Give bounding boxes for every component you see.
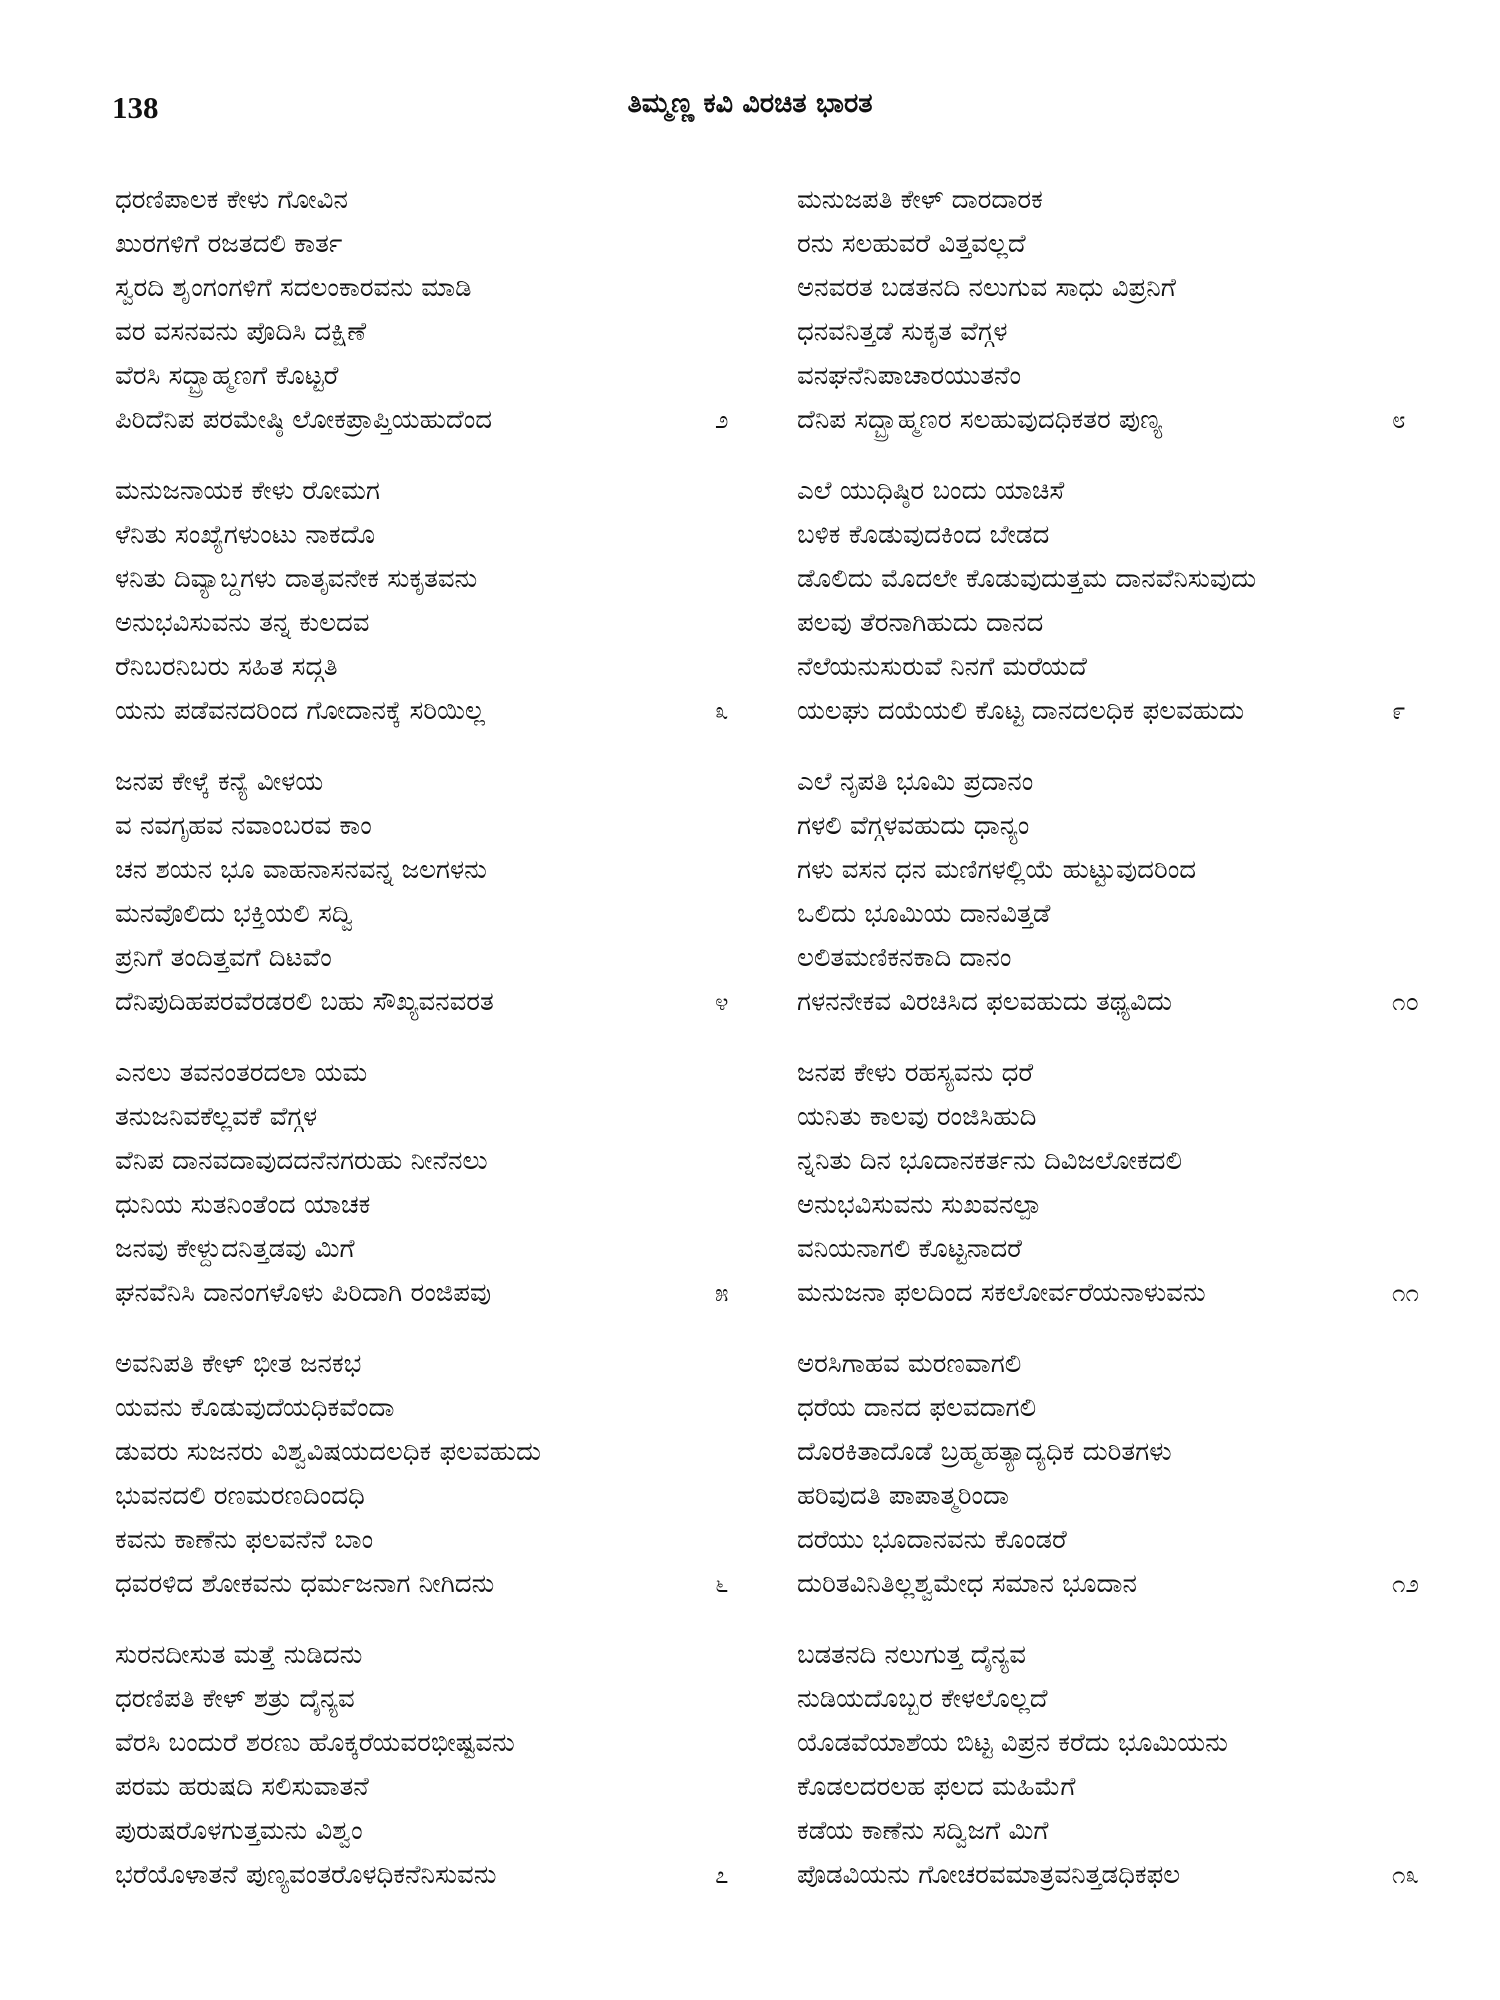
verse-line: ಒಲಿದು ಭೂಮಿಯ ದಾನವಿತ್ತಡೆ bbox=[797, 899, 1051, 929]
verse-line: ಗಳು ವಸನ ಧನ ಮಣಿಗಳಲ್ಲಿಯೆ ಹುಟ್ಟುವುದರಿಂದ bbox=[797, 855, 1197, 885]
verse-line: ಯನು ಪಡೆವನದರಿಂದ ಗೋದಾನಕ್ಕೆ ಸರಿಯಿಲ್ಲ bbox=[115, 696, 485, 726]
verse-line: ಸ್ವರದಿ ಶೃಂಗಂಗಳಿಗೆ ಸದಲಂಕಾರವನು ಮಾಡಿ bbox=[115, 273, 472, 303]
verse-number: ೫ bbox=[715, 1279, 729, 1307]
stanza bbox=[797, 760, 1427, 1024]
verse-line: ಜನವು ಕೇಳ್ದುದನಿತ್ತಡವು ಮಿಗೆ bbox=[115, 1234, 355, 1264]
verse-line: ನ್ನನಿತು ದಿನ ಭೂದಾನಕರ್ತನು ದಿವಿಜಲೋಕದಲಿ bbox=[797, 1146, 1183, 1176]
verse-line: ದೊರಕಿತಾದೊಡೆ ಬ್ರಹ್ಮಹತ್ಯಾದ್ಯಧಿಕ ದುರಿತಗಳು bbox=[797, 1437, 1172, 1467]
verse-number: ೧೨ bbox=[1392, 1570, 1419, 1598]
verse-line: ಳೆನಿತು ಸಂಖ್ಯೆಗಳುಂಟು ನಾಕದೊ bbox=[115, 520, 376, 550]
verse-line: ಪಿರಿದೆನಿಪ ಪರಮೇಷ್ಠಿ ಲೋಕಪ್ರಾಪ್ತಿಯಹುದೆಂದ bbox=[115, 405, 493, 435]
verse-number: ೭ bbox=[715, 1861, 729, 1889]
stanza bbox=[115, 469, 755, 733]
stanza bbox=[115, 1051, 755, 1315]
verse-line: ಪೊಡವಿಯನು ಗೋಚರವಮಾತ್ರವನಿತ್ತಡಧಿಕಫಲ bbox=[797, 1860, 1181, 1890]
verse-line: ರೆನಿಬರನಿಬರು ಸಹಿತ ಸದ್ಗತಿ bbox=[115, 652, 338, 682]
verse-line: ನೆಲೆಯನುಸುರುವೆ ನಿನಗೆ ಮರೆಯದೆ bbox=[797, 652, 1087, 682]
verse-line: ಗಳಲಿ ವೆಗ್ಗಳವಹುದು ಧಾನ್ಯಂ bbox=[797, 811, 1030, 841]
verse-line: ಗಳನನೇಕವ ವಿರಚಿಸಿದ ಫಲವಹುದು ತಥ್ಯವಿದು bbox=[797, 987, 1172, 1017]
left-column bbox=[115, 178, 755, 1924]
verse-line: ತನುಜನಿವಕೆಲ್ಲವಕೆ ವೆಗ್ಗಳ bbox=[115, 1102, 318, 1132]
verse-line: ವನಿಯನಾಗಲಿ ಕೊಟ್ಟನಾದರೆ bbox=[797, 1234, 1022, 1264]
verse-line: ಡುವರು ಸುಜನರು ವಿಶ್ವವಿಷಯದಲಧಿಕ ಫಲವಹುದು bbox=[115, 1437, 542, 1467]
verse-line: ಳನಿತು ದಿವ್ಯಾಬ್ದಗಳು ದಾತೃವನೇಕ ಸುಕೃತವನು bbox=[115, 564, 478, 594]
verse-line: ಚನ ಶಯನ ಭೂ ವಾಹನಾಸನವನ್ನ ಜಲಗಳನು bbox=[115, 855, 487, 885]
verse-line: ವ ನವಗೃಹವ ನವಾಂಬರವ ಕಾಂ bbox=[115, 811, 372, 841]
running-title: ತಿಮ್ಮಣ್ಣ ಕವಿ ವಿರಚಿತ ಭಾರತ bbox=[627, 88, 873, 119]
verse-line: ಸುರನದೀಸುತ ಮತ್ತೆ ನುಡಿದನು bbox=[115, 1640, 363, 1670]
verse-line: ಮನುಜಪತಿ ಕೇಳ್ ದಾರದಾರಕ bbox=[797, 185, 1043, 215]
verse-line: ಕಡೆಯ ಕಾಣೆನು ಸದ್ವಿಜಗೆ ಮಿಗೆ bbox=[797, 1816, 1049, 1846]
verse-line: ಘನವೆನಿಸಿ ದಾನಂಗಳೊಳು ಪಿರಿದಾಗಿ ರಂಜಿಪವು bbox=[115, 1278, 492, 1308]
stanza bbox=[797, 469, 1427, 733]
verse-line: ವರ ವಸನವನು ಪೊದಿಸಿ ದಕ್ಷಿಣೆ bbox=[115, 317, 367, 347]
verse-line: ಜನಪ ಕೇಳು ರಹಸ್ಯವನು ಧರೆ bbox=[797, 1058, 1034, 1088]
verse-line: ಕೊಡಲದರಲಹ ಫಲದ ಮಹಿಮೆಗೆ bbox=[797, 1772, 1076, 1802]
verse-line: ಬಡತನದಿ ನಲುಗುತ್ತ ದೈನ್ಯವ bbox=[797, 1640, 1026, 1670]
stanza bbox=[797, 178, 1427, 442]
verse-number: ೬ bbox=[715, 1570, 729, 1598]
verse-line: ಪರಮ ಹರುಷದಿ ಸಲಿಸುವಾತನೆ bbox=[115, 1772, 369, 1802]
stanza bbox=[797, 1342, 1427, 1606]
verse-line: ಲಲಿತಮಣಿಕನಕಾದಿ ದಾನಂ bbox=[797, 943, 1012, 973]
verse-line: ಧವರಳಿದ ಶೋಕವನು ಧರ್ಮಜನಾಗ ನೀಗಿದನು bbox=[115, 1569, 495, 1599]
verse-line: ಅನುಭವಿಸುವನು ತನ್ನ ಕುಲದವ bbox=[115, 608, 370, 638]
verse-number: ೧೩ bbox=[1392, 1861, 1419, 1889]
verse-line: ಪಲವು ತೆರನಾಗಿಹುದು ದಾನದ bbox=[797, 608, 1044, 638]
verse-line: ಧರಣಿಪತಿ ಕೇಳ್ ಶತ್ರು ದೈನ್ಯವ bbox=[115, 1684, 355, 1714]
right-column bbox=[797, 178, 1427, 1924]
verse-line: ಅರಸಿಗಾಹವ ಮರಣವಾಗಲಿ bbox=[797, 1349, 1022, 1379]
verse-line: ದುರಿತವಿನಿತಿಲ್ಲಶ್ವಮೇಧ ಸಮಾನ ಭೂದಾನ bbox=[797, 1569, 1137, 1599]
stanza bbox=[797, 1051, 1427, 1315]
verse-line: ವೆನಿಪ ದಾನವದಾವುದದನೆನಗರುಹು ನೀನೆನಲು bbox=[115, 1146, 488, 1176]
verse-number: ೪ bbox=[715, 988, 729, 1016]
verse-line: ಡೊಲಿದು ಮೊದಲೇ ಕೊಡುವುದುತ್ತಮ ದಾನವೆನಿಸುವುದು bbox=[797, 564, 1257, 594]
verse-line: ಅವನಿಪತಿ ಕೇಳ್ ಭೀತ ಜನಕಭ bbox=[115, 1349, 362, 1379]
verse-line: ಧರೆಯ ದಾನದ ಫಲವದಾಗಲಿ bbox=[797, 1393, 1037, 1423]
verse-line: ಬಳಿಕ ಕೊಡುವುದಕಿಂದ ಬೇಡದ bbox=[797, 520, 1050, 550]
verse-line: ದೆನಿಪ ಸದ್ಬ್ರಾಹ್ಮಣರ ಸಲಹುವುದಧಿಕತರ ಪುಣ್ಯ bbox=[797, 405, 1163, 435]
page-number: 138 bbox=[112, 90, 159, 125]
verse-line: ಧರಣಿಪಾಲಕ ಕೇಳು ಗೋವಿನ bbox=[115, 185, 348, 215]
stanza bbox=[115, 178, 755, 442]
verse-line: ಯವನು ಕೊಡುವುದೆಯಧಿಕವೆಂದಾ bbox=[115, 1393, 395, 1423]
verse-line: ಯಲಘು ದಯೆಯಲಿ ಕೊಟ್ಟ ದಾನದಲಧಿಕ ಫಲವಹುದು bbox=[797, 696, 1245, 726]
stanza bbox=[115, 760, 755, 1024]
verse-line: ನುಡಿಯದೊಬ್ಬರ ಕೇಳಲೊಲ್ಲದೆ bbox=[797, 1684, 1048, 1714]
verse-line: ಎನಲು ತವನಂತರದಲಾ ಯಮ bbox=[115, 1058, 368, 1088]
stanza bbox=[115, 1633, 755, 1897]
verse-line: ಎಲೆ ನೃಪತಿ ಭೂಮಿ ಪ್ರದಾನಂ bbox=[797, 767, 1034, 797]
verse-line: ಯನಿತು ಕಾಲವು ರಂಜಿಸಿಹುದಿ bbox=[797, 1102, 1037, 1132]
page-header bbox=[112, 88, 1388, 138]
stanza bbox=[115, 1342, 755, 1606]
verse-line: ವೆರಸಿ ಬಂದುರೆ ಶರಣು ಹೊಕ್ಕರೆಯವರಭೀಷ್ಟವನು bbox=[115, 1728, 515, 1758]
verse-line: ಅನವರತ ಬಡತನದಿ ನಲುಗುವ ಸಾಧು ವಿಪ್ರನಿಗೆ bbox=[797, 273, 1176, 303]
verse-line: ಜನಪ ಕೇಳ್ಕೆ ಕನ್ಯೆ ವೀಳಯ bbox=[115, 767, 324, 797]
verse-line: ಪ್ರನಿಗೆ ತಂದಿತ್ತವಗೆ ದಿಟವೆಂ bbox=[115, 943, 332, 973]
verse-line: ವನಘನೆನಿಪಾಚಾರಯುತನೆಂ bbox=[797, 361, 1022, 391]
verse-line: ಭುವನದಲಿ ರಣಮರಣದಿಂದಧಿ bbox=[115, 1481, 365, 1511]
verse-line: ಧನವನಿತ್ತಡೆ ಸುಕೃತ ವೆಗ್ಗಳ bbox=[797, 317, 1008, 347]
verse-line: ದರೆಯು ಭೂದಾನವನು ಕೊಂಡರೆ bbox=[797, 1525, 1067, 1555]
verse-line: ಮನುಜನಾ ಫಲದಿಂದ ಸಕಲೋರ್ವರೆಯನಾಳುವನು bbox=[797, 1278, 1206, 1308]
verse-line: ಖುರಗಳಿಗೆ ರಜತದಲಿ ಕಾರ್ತ bbox=[115, 229, 343, 259]
verse-line: ಕವನು ಕಾಣೆನು ಫಲವನೆನೆ ಬಾಂ bbox=[115, 1525, 374, 1555]
verse-line: ದೆನಿಪುದಿಹಪರವೆರಡರಲಿ ಬಹು ಸೌಖ್ಯವನವರತ bbox=[115, 987, 494, 1017]
verse-number: ೩ bbox=[715, 697, 729, 725]
verse-line: ಅನುಭವಿಸುವನು ಸುಖವನಲ್ಪಾ bbox=[797, 1190, 1042, 1220]
verse-line: ರನು ಸಲಹುವರೆ ವಿತ್ತವಲ್ಲದೆ bbox=[797, 229, 1026, 259]
verse-line: ಹರಿವುದತಿ ಪಾಪಾತ್ಮರಿಂದಾ bbox=[797, 1481, 1010, 1511]
verse-number: ೨ bbox=[715, 406, 729, 434]
verse-line: ಮನವೊಲಿದು ಭಕ್ತಿಯಲಿ ಸದ್ವಿ bbox=[115, 899, 354, 929]
verse-line: ಧುನಿಯ ಸುತನಿಂತೆಂದ ಯಾಚಕ bbox=[115, 1190, 371, 1220]
verse-number: ೧೧ bbox=[1392, 1279, 1419, 1307]
verse-number: ೧೦ bbox=[1392, 988, 1419, 1016]
verse-number: ೯ bbox=[1392, 697, 1406, 725]
verse-line: ಎಲೆ ಯುಧಿಷ್ಠಿರ ಬಂದು ಯಾಚಿಸೆ bbox=[797, 476, 1065, 506]
stanza bbox=[797, 1633, 1427, 1897]
verse-number: ೮ bbox=[1392, 406, 1406, 434]
verse-line: ಮನುಜನಾಯಕ ಕೇಳು ರೋಮಗ bbox=[115, 476, 380, 506]
verse-line: ಯೊಡವೆಯಾಶೆಯ ಬಿಟ್ಟ ವಿಪ್ರನ ಕರೆದು ಭೂಮಿಯನು bbox=[797, 1728, 1228, 1758]
verse-line: ವೆರಸಿ ಸದ್ಬ್ರಾಹ್ಮಣಗೆ ಕೊಟ್ಟರೆ bbox=[115, 361, 339, 391]
verse-line: ಭರೆಯೊಳಾತನೆ ಪುಣ್ಯವಂತರೊಳಧಿಕನೆನಿಸುವನು bbox=[115, 1860, 497, 1890]
verse-line: ಪುರುಷರೊಳಗುತ್ತಮನು ವಿಶ್ವಂ bbox=[115, 1816, 363, 1846]
